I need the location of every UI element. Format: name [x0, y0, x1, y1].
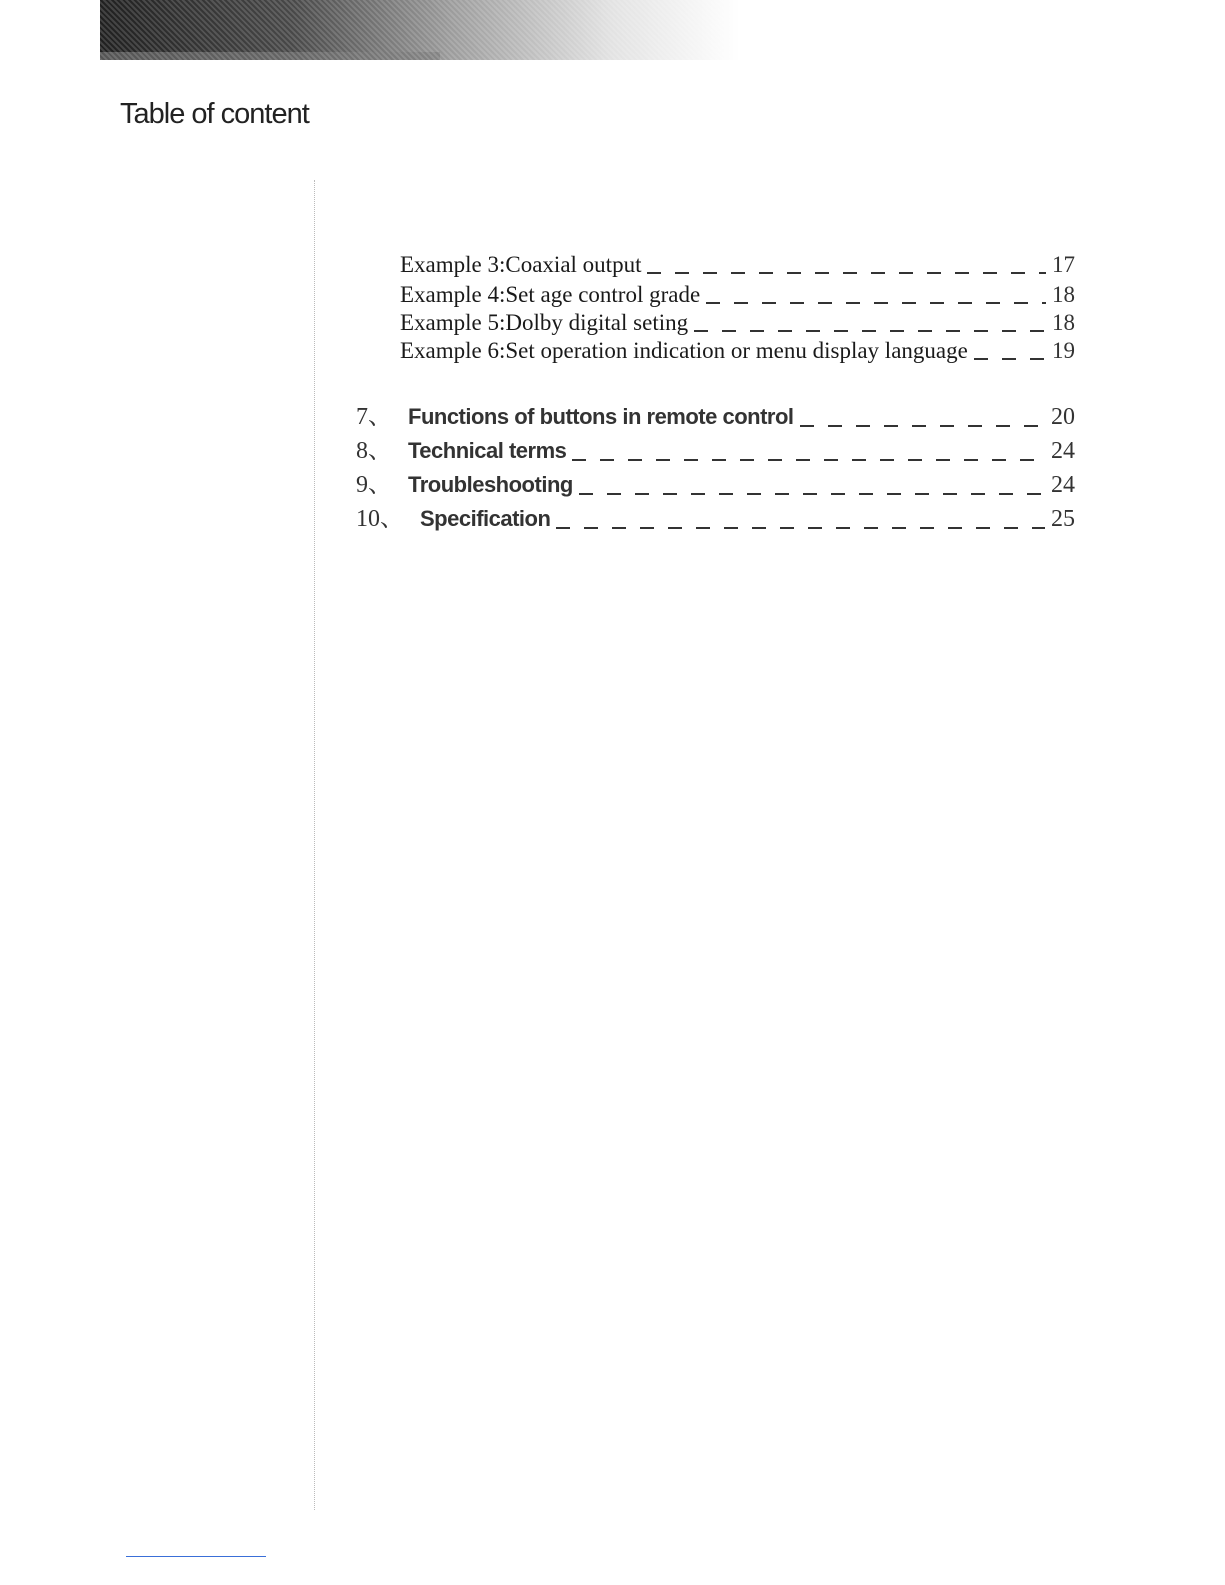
- toc-entry-troubleshooting[interactable]: [356, 464, 1075, 499]
- page-title: Table of content: [120, 98, 309, 130]
- toc-page-number: 17: [1052, 252, 1075, 277]
- toc-page-number: 25: [1051, 506, 1075, 532]
- toc-entry-remote-control[interactable]: [356, 396, 1075, 431]
- toc-page-number: 19: [1052, 338, 1075, 363]
- toc-page-number: 24: [1051, 472, 1075, 498]
- dotted-leader: [647, 272, 1046, 274]
- toc-entry-example-5[interactable]: [400, 310, 1075, 336]
- toc-entry-label: Troubleshooting: [408, 472, 573, 497]
- dotted-leader: [706, 302, 1046, 304]
- toc-entry-number: 7、: [356, 404, 392, 430]
- toc-entry-label: Example 4:Set age control grade: [400, 282, 701, 307]
- dotted-leader: [579, 493, 1045, 495]
- toc-entry-number: 10、: [356, 506, 404, 532]
- dotted-leader: [694, 330, 1046, 332]
- footer-rule: [126, 1556, 266, 1557]
- toc-entry-number: 9、: [356, 472, 392, 498]
- toc-page-number: 18: [1052, 282, 1075, 307]
- toc-entry-label: Example 5:Dolby digital seting: [400, 310, 689, 335]
- toc-entry-label: Specification: [420, 506, 551, 531]
- toc-entry-label: Example 3:Coaxial output: [400, 252, 642, 277]
- toc-page-number: 24: [1051, 438, 1075, 464]
- dotted-leader: [800, 425, 1045, 427]
- toc-entry-technical-terms[interactable]: [356, 430, 1075, 465]
- toc-entry-label: Example 6:Set operation indication or menu display language: [400, 338, 968, 363]
- dotted-leader: [974, 358, 1046, 360]
- toc-entry-example-4[interactable]: [400, 282, 1075, 308]
- toc-entry-label: Technical terms: [408, 438, 567, 463]
- toc-page-number: 18: [1052, 310, 1075, 335]
- toc-entry-example-6[interactable]: [400, 338, 1075, 364]
- dotted-leader: [572, 459, 1045, 461]
- header-decorative-band: [100, 0, 740, 60]
- toc-entry-example-3[interactable]: [400, 252, 1075, 278]
- dotted-leader: [556, 527, 1045, 529]
- toc-entry-label: Functions of buttons in remote control: [408, 404, 794, 429]
- margin-divider: [314, 180, 315, 1510]
- toc-page-number: 20: [1051, 404, 1075, 430]
- toc-entry-number: 8、: [356, 438, 392, 464]
- toc-entry-specification[interactable]: [356, 498, 1075, 533]
